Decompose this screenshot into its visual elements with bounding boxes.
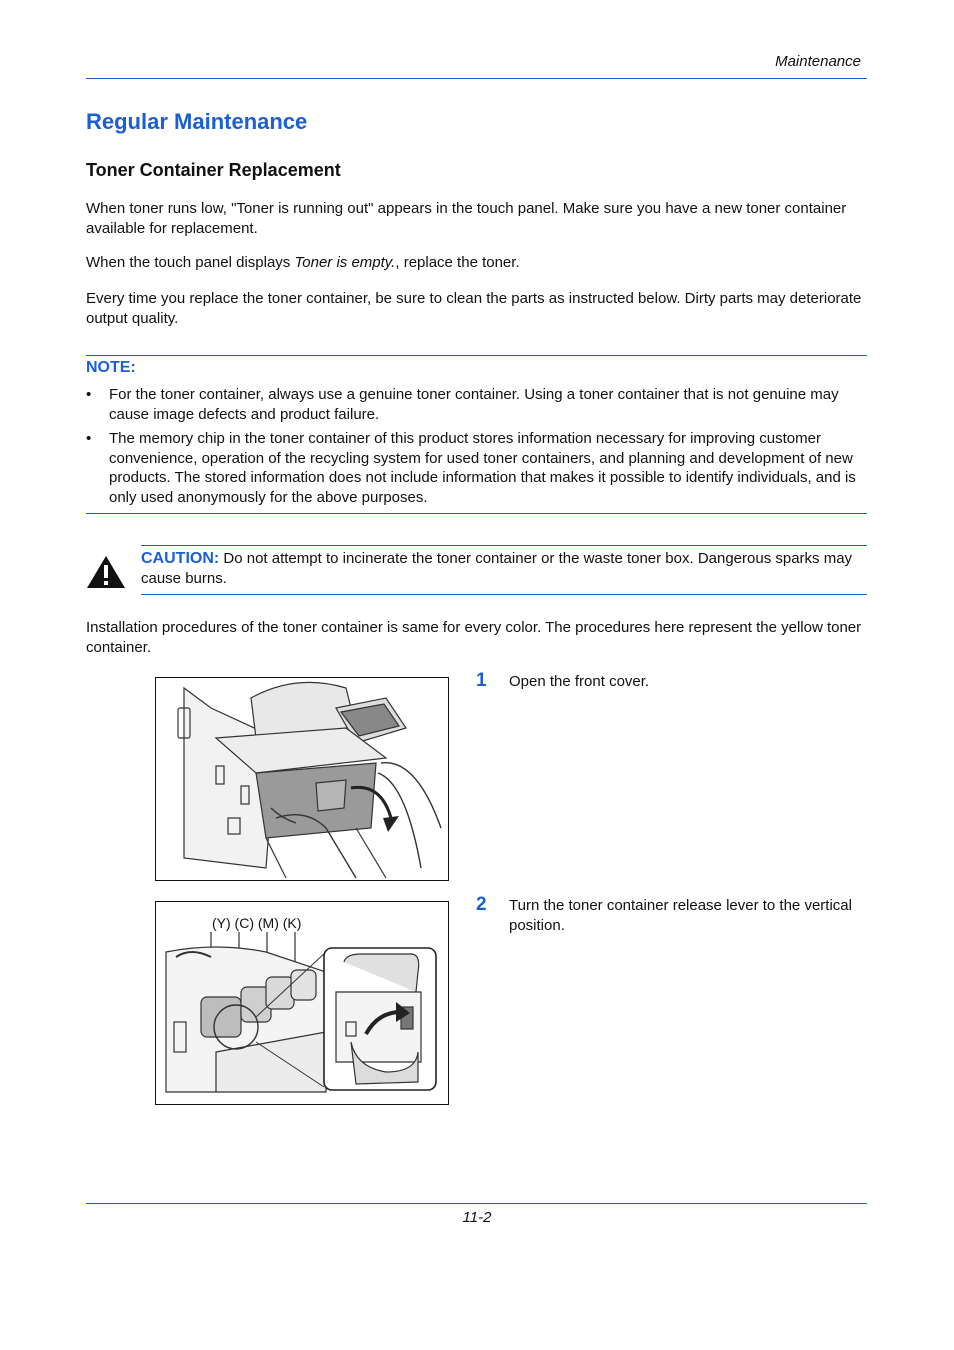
page-title: Regular Maintenance	[86, 109, 308, 134]
bullet-icon: •	[86, 430, 92, 447]
section-subtitle: Toner Container Replacement	[86, 160, 341, 180]
paragraph-text: , replace the toner.	[395, 254, 520, 271]
caution-text	[141, 549, 866, 588]
bullet-icon: •	[86, 386, 92, 403]
step-text-2: Turn the toner container release lever to the vertical position.	[509, 897, 852, 934]
toner-color-labels: (Y) (C) (M) (K)	[212, 915, 302, 931]
toner-empty-message: Toner is empty.	[294, 254, 396, 271]
figure-release-lever	[155, 901, 449, 1105]
paragraph-toner-low: When toner runs low, "Toner is running out" appears in the touch panel. Make sure you have a new toner container available for replacement.	[86, 200, 847, 237]
page-number: 11-2	[462, 1209, 492, 1226]
list-item-text: The memory chip in the toner container of this product stores information necessary for improving customer convenience, operation of the recycling system for used toner containers, and planning and development of new products. The stored information does not include information that makes it possible to identify individuals, and is only used anonymously for the above purposes.	[109, 430, 856, 506]
caution-bottom-rule	[141, 594, 867, 595]
installation-paragraph: Installation procedures of the toner container is same for every color. The procedures here represent the yellow toner container.	[86, 619, 862, 656]
header-rule	[86, 78, 867, 79]
paragraph-clean-parts: Every time you replace the toner container, be sure to clean the parts as instructed below. Dirty parts may deteriorate output quality.	[86, 290, 862, 327]
caution-label: CAUTION:	[141, 550, 220, 567]
note-label: NOTE:	[86, 359, 136, 376]
toner-release-lever-illustration	[156, 902, 448, 1104]
caution-top-rule	[141, 545, 867, 546]
paragraph-text: When the touch panel displays	[86, 254, 295, 271]
note-list	[86, 385, 867, 512]
note-top-rule	[86, 355, 867, 356]
warning-triangle-icon	[86, 555, 126, 589]
note-bottom-rule	[86, 513, 867, 514]
running-header: Maintenance	[775, 53, 861, 70]
step-text-1: Open the front cover.	[509, 673, 650, 690]
step-number-1: 1	[476, 670, 487, 691]
list-item-text: For the toner container, always use a genuine toner container. Using a toner container that is not genuine may cause image defects and product failure.	[109, 386, 839, 423]
list-item	[86, 385, 867, 424]
printer-front-cover-illustration	[156, 678, 448, 880]
paragraph-toner-empty	[86, 253, 866, 273]
step-number-2: 2	[476, 894, 487, 915]
list-item	[86, 429, 867, 507]
figure-open-front-cover	[155, 677, 449, 881]
caution-message: Do not attempt to incinerate the toner container or the waste toner box. Dangerous sparks may cause burns.	[141, 550, 853, 587]
footer-rule	[86, 1203, 867, 1204]
